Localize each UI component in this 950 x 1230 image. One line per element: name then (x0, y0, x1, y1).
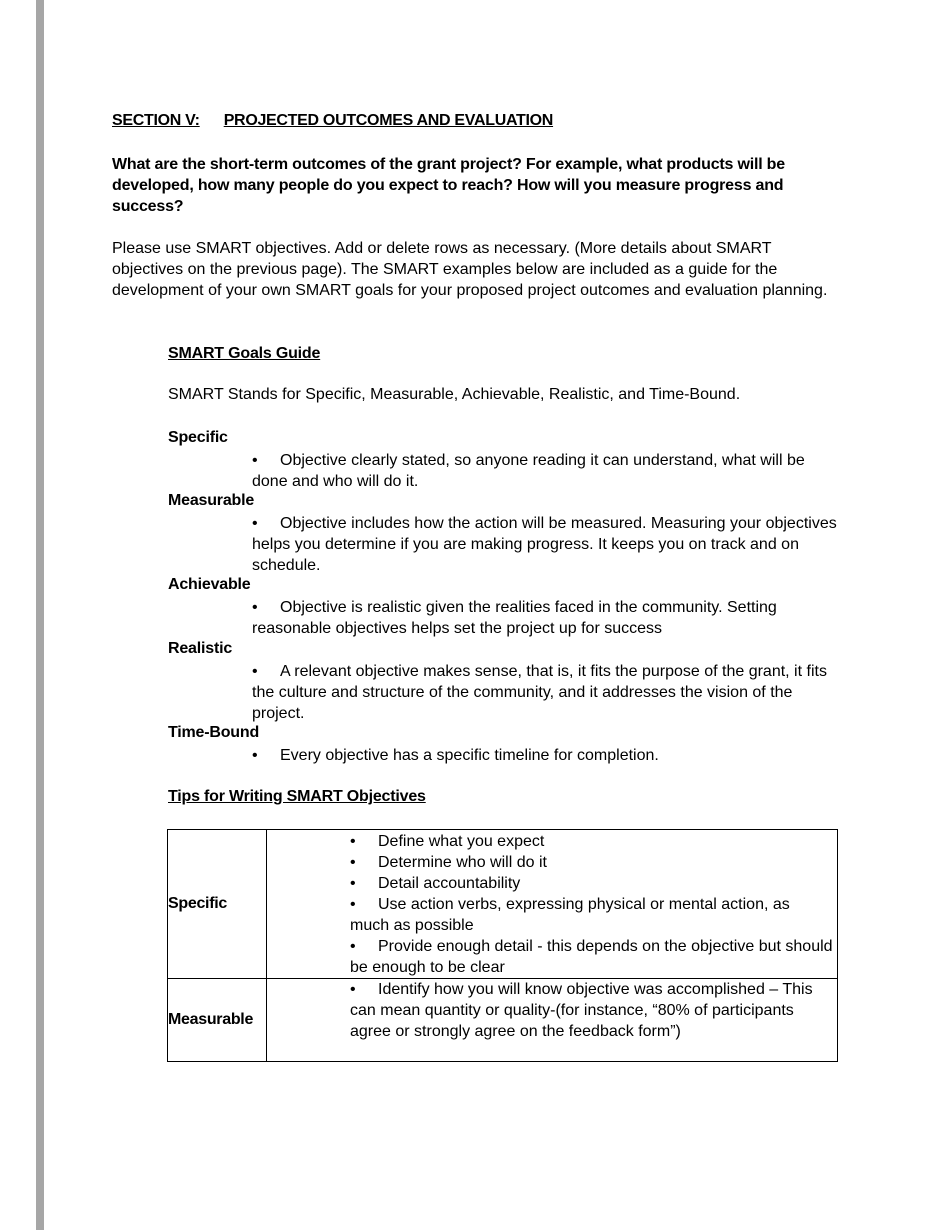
bullet-dot-icon: • (350, 981, 356, 998)
term-realistic: Realistic (168, 640, 233, 657)
bullet-text: Objective includes how the action will be measured. Measuring your objectives helps you determine if you are making progress. It keeps you on track and on schedule. (252, 515, 837, 574)
bullet-realistic (252, 661, 842, 724)
list-item: • Provide enough detail - this depends on the objective but should be enough to be clear (350, 937, 833, 976)
list-item: • Use action verbs, expressing physical or mental action, as much as possible (350, 895, 790, 934)
bullet-text: Objective clearly stated, so anyone reading it can understand, what will be done and who will do it. (252, 452, 805, 490)
section-title: PROJECTED OUTCOMES AND EVALUATION (223, 112, 554, 129)
bullet-dot-icon: • (350, 895, 356, 913)
bullet-dot-icon: • (252, 663, 258, 680)
bullet-dot-icon: • (350, 937, 356, 955)
bullet-dot-icon: • (350, 853, 356, 871)
bullet-time-bound (252, 745, 842, 766)
bullet-dot-icon: • (252, 515, 258, 532)
term-achievable: Achievable (168, 576, 251, 593)
page-left-margin-bar (36, 0, 44, 1230)
bullet-dot-icon: • (252, 747, 258, 764)
list-item: • Detail accountability (350, 874, 521, 892)
tips-table (167, 829, 838, 1062)
row-head-specific: Specific (168, 830, 267, 979)
bullet-text: Objective is realistic given the realities faced in the community. Setting reasonable objectives helps set the project up for success (252, 599, 777, 637)
table-row (168, 830, 838, 979)
row-body-measurable (267, 979, 838, 1062)
outcomes-question: What are the short-term outcomes of the grant project? For example, what products will be developed, how many people do you expect to reach? How will you measure progress and success? (112, 156, 785, 215)
list-item: • Identify how you will know objective was accomplished – This can mean quantity or quality-(for instance, “80% of participants agree or strongly agree on the feedback form”) (350, 981, 813, 1040)
row-body-specific (267, 830, 838, 979)
list-item: • Determine who will do it (350, 853, 547, 871)
bullet-text: A relevant objective makes sense, that is, it fits the purpose of the grant, it fits the culture and structure of the community, and it addresses the vision of the project. (252, 663, 827, 722)
term-measurable: Measurable (168, 492, 255, 509)
guide-title: SMART Goals Guide (168, 345, 321, 362)
list-item: • Define what you expect (350, 832, 545, 850)
intro-paragraph: Please use SMART objectives. Add or delete rows as necessary. (More details about SMART objectives on the previous page). The SMART examples below are included as a guide for the development of your own SMART goals for your proposed project outcomes and evaluation planning. (112, 240, 828, 299)
bullet-dot-icon: • (252, 599, 258, 616)
row-head-measurable: Measurable (168, 979, 267, 1062)
guide-definition: SMART Stands for Specific, Measurable, Achievable, Realistic, and Time-Bound. (168, 386, 741, 403)
bullet-specific (252, 450, 842, 492)
bullet-dot-icon: • (252, 452, 258, 469)
term-time-bound: Time-Bound (168, 724, 260, 741)
term-specific: Specific (168, 429, 228, 446)
section-number: SECTION V: (112, 112, 200, 129)
bullet-measurable (252, 513, 842, 576)
bullet-dot-icon: • (350, 832, 356, 850)
bullet-text: Every objective has a specific timeline for completion. (280, 747, 659, 764)
bullet-achievable (252, 597, 842, 639)
section-heading (112, 112, 553, 130)
bullet-dot-icon: • (350, 874, 356, 892)
table-row (168, 979, 838, 1062)
tips-title: Tips for Writing SMART Objectives (168, 788, 426, 805)
